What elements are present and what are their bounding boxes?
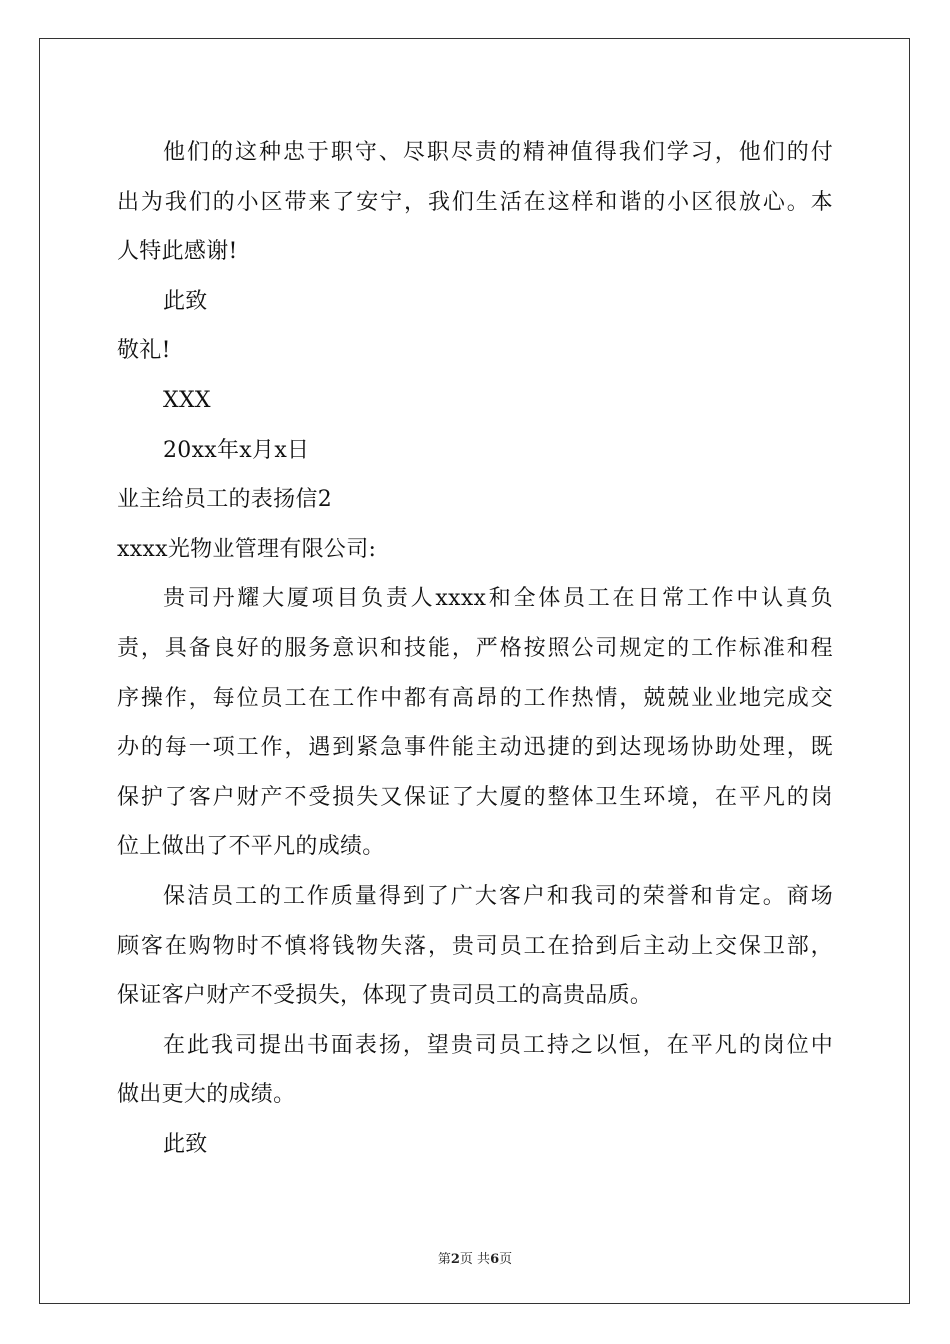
signature-date: 20xx年x月x日 [163,437,310,463]
letter-body [117,128,833,1169]
paragraph-line: 保证客户财产不受损失，体现了贵司员工的高贵品质。 [117,983,653,1009]
paragraph-line: 序操作，每位员工在工作中都有高昂的工作热情，兢兢业业地完成交 [117,685,833,711]
closing-salutation: 此致 [163,288,208,314]
paragraph-line: 保洁员工的工作质量得到了广大客户和我司的荣誉和肯定。商场 [163,883,833,909]
paragraph-line: 人特此感谢! [117,239,238,265]
paragraph-line: 保护了客户财产不受损失又保证了大厦的整体卫生环境，在平凡的岗 [117,784,833,810]
letter-title: 业主给员工的表扬信2 [117,487,332,513]
signature-name: XXX [163,387,211,413]
paragraph-line: 他们的这种忠于职守、尽职尽责的精神值得我们学习，他们的付 [163,140,833,165]
paragraph-line: 做出更大的成绩。 [117,1082,296,1108]
paragraph-line: 出为我们的小区带来了安宁，我们生活在这样和谐的小区很放心。本 [117,189,833,215]
paragraph-line: 责，具备良好的服务意识和技能，严格按照公司规定的工作标准和程 [117,635,833,661]
footer-prefix: 第 [437,1252,451,1267]
paragraph-line: 在此我司提出书面表扬，望贵司员工持之以恒，在平凡的岗位中 [163,1032,833,1058]
page-footer [0,1248,950,1267]
paragraph-line: 顾客在购物时不慎将钱物失落，贵司员工在拾到后主动上交保卫部， [117,933,833,959]
paragraph-line: 位上做出了不平凡的成绩。 [117,834,385,860]
paragraph-line: 贵司丹耀大厦项目负责人xxxx和全体员工在日常工作中认真负 [163,586,833,612]
recipient-line: xxxx光物业管理有限公司: [117,536,377,562]
paragraph-line: 办的每一项工作，遇到紧急事件能主动迅捷的到达现场协助处理，既 [117,735,833,761]
closing-salutation: 此致 [163,1131,208,1157]
footer-mid: 页 共 [459,1252,491,1267]
footer-suffix: 页 [499,1252,513,1267]
closing-regards: 敬礼! [117,338,171,364]
page-current-number: 2 [450,1252,460,1267]
page-total-number: 6 [490,1252,500,1267]
